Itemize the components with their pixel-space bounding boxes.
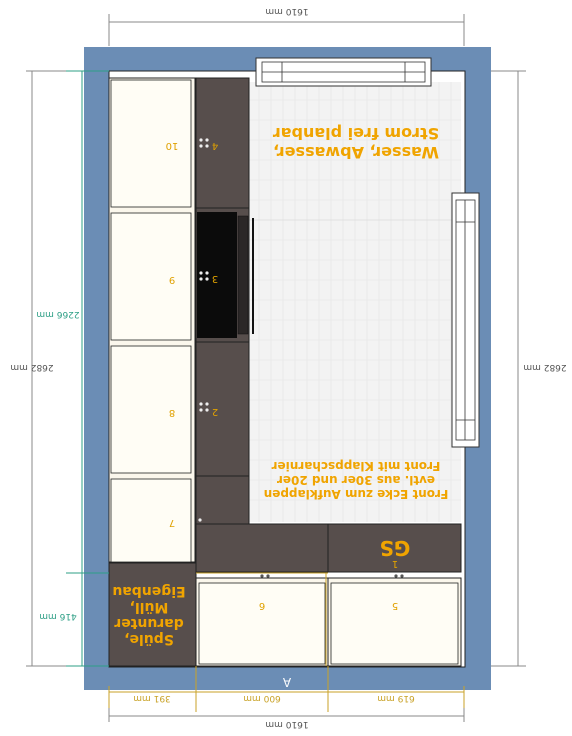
module-number-7: 7 (168, 517, 176, 528)
module-number-4: 4 (211, 140, 219, 151)
right-height-label: 2682 mm (523, 362, 567, 372)
bottom-width-label: 1610 mm (265, 719, 309, 729)
bottom-cabinet-row (196, 573, 461, 666)
top-width-label: 1610 mm (265, 6, 309, 16)
left-dimension (10, 71, 84, 666)
sink-note-line-4: Eigenbau (112, 583, 186, 599)
segment-a-label: 619 mm (377, 693, 415, 703)
cabinet-7 (111, 479, 191, 562)
sink-note-line-3: Müll, (129, 599, 169, 615)
module-number-8: 8 (168, 407, 176, 418)
right-dimension (491, 71, 567, 666)
module-number-5: 5 (391, 600, 399, 611)
water-note (273, 124, 439, 162)
sink-note-line-1: Spüle, (124, 631, 174, 647)
segment-b-label: 600 mm (243, 693, 281, 703)
sink-note-line-2: darunter (114, 615, 184, 631)
top-dimension (109, 6, 464, 46)
front-note-line-3: Front mit Klappscharnier (271, 459, 441, 473)
water-note-line-1: Wasser, Abwasser, (273, 143, 439, 162)
cabinet-8 (111, 346, 191, 473)
module-number-1: 1 (391, 558, 399, 569)
base-unit-4 (196, 78, 249, 208)
module-number-10: 10 (165, 140, 179, 151)
cabinet-5 (331, 583, 458, 664)
inner-short-label: 416 mm (39, 611, 77, 621)
cabinet-9 (111, 213, 191, 340)
corner-unit (196, 476, 249, 524)
module-number-3: 3 (211, 273, 219, 284)
front-note-line-2: evtl. aus 30er und 20er (276, 473, 436, 487)
module-number-9: 9 (168, 274, 176, 285)
cabinet-6 (199, 583, 325, 664)
module-number-2: 2 (211, 406, 219, 417)
segment-c-label: 391 mm (133, 693, 171, 703)
front-note-line-1: Front Ecke zum Aufklappen (263, 487, 449, 501)
bottom-dimension (109, 708, 464, 729)
front-note (264, 459, 449, 501)
inner-height-label: 2266 mm (36, 309, 80, 319)
base-unit-2 (196, 342, 249, 476)
top-window (256, 58, 431, 86)
left-height-label: 2682 mm (10, 362, 54, 372)
bottom-base-unit (196, 524, 328, 572)
right-window (452, 193, 479, 447)
a-marker: A (282, 675, 292, 689)
left-cabinet-row (109, 78, 195, 562)
gs-marker: GS (379, 536, 411, 560)
module-number-6: 6 (258, 600, 266, 611)
water-note-line-2: Strom frei planbar (272, 124, 440, 143)
